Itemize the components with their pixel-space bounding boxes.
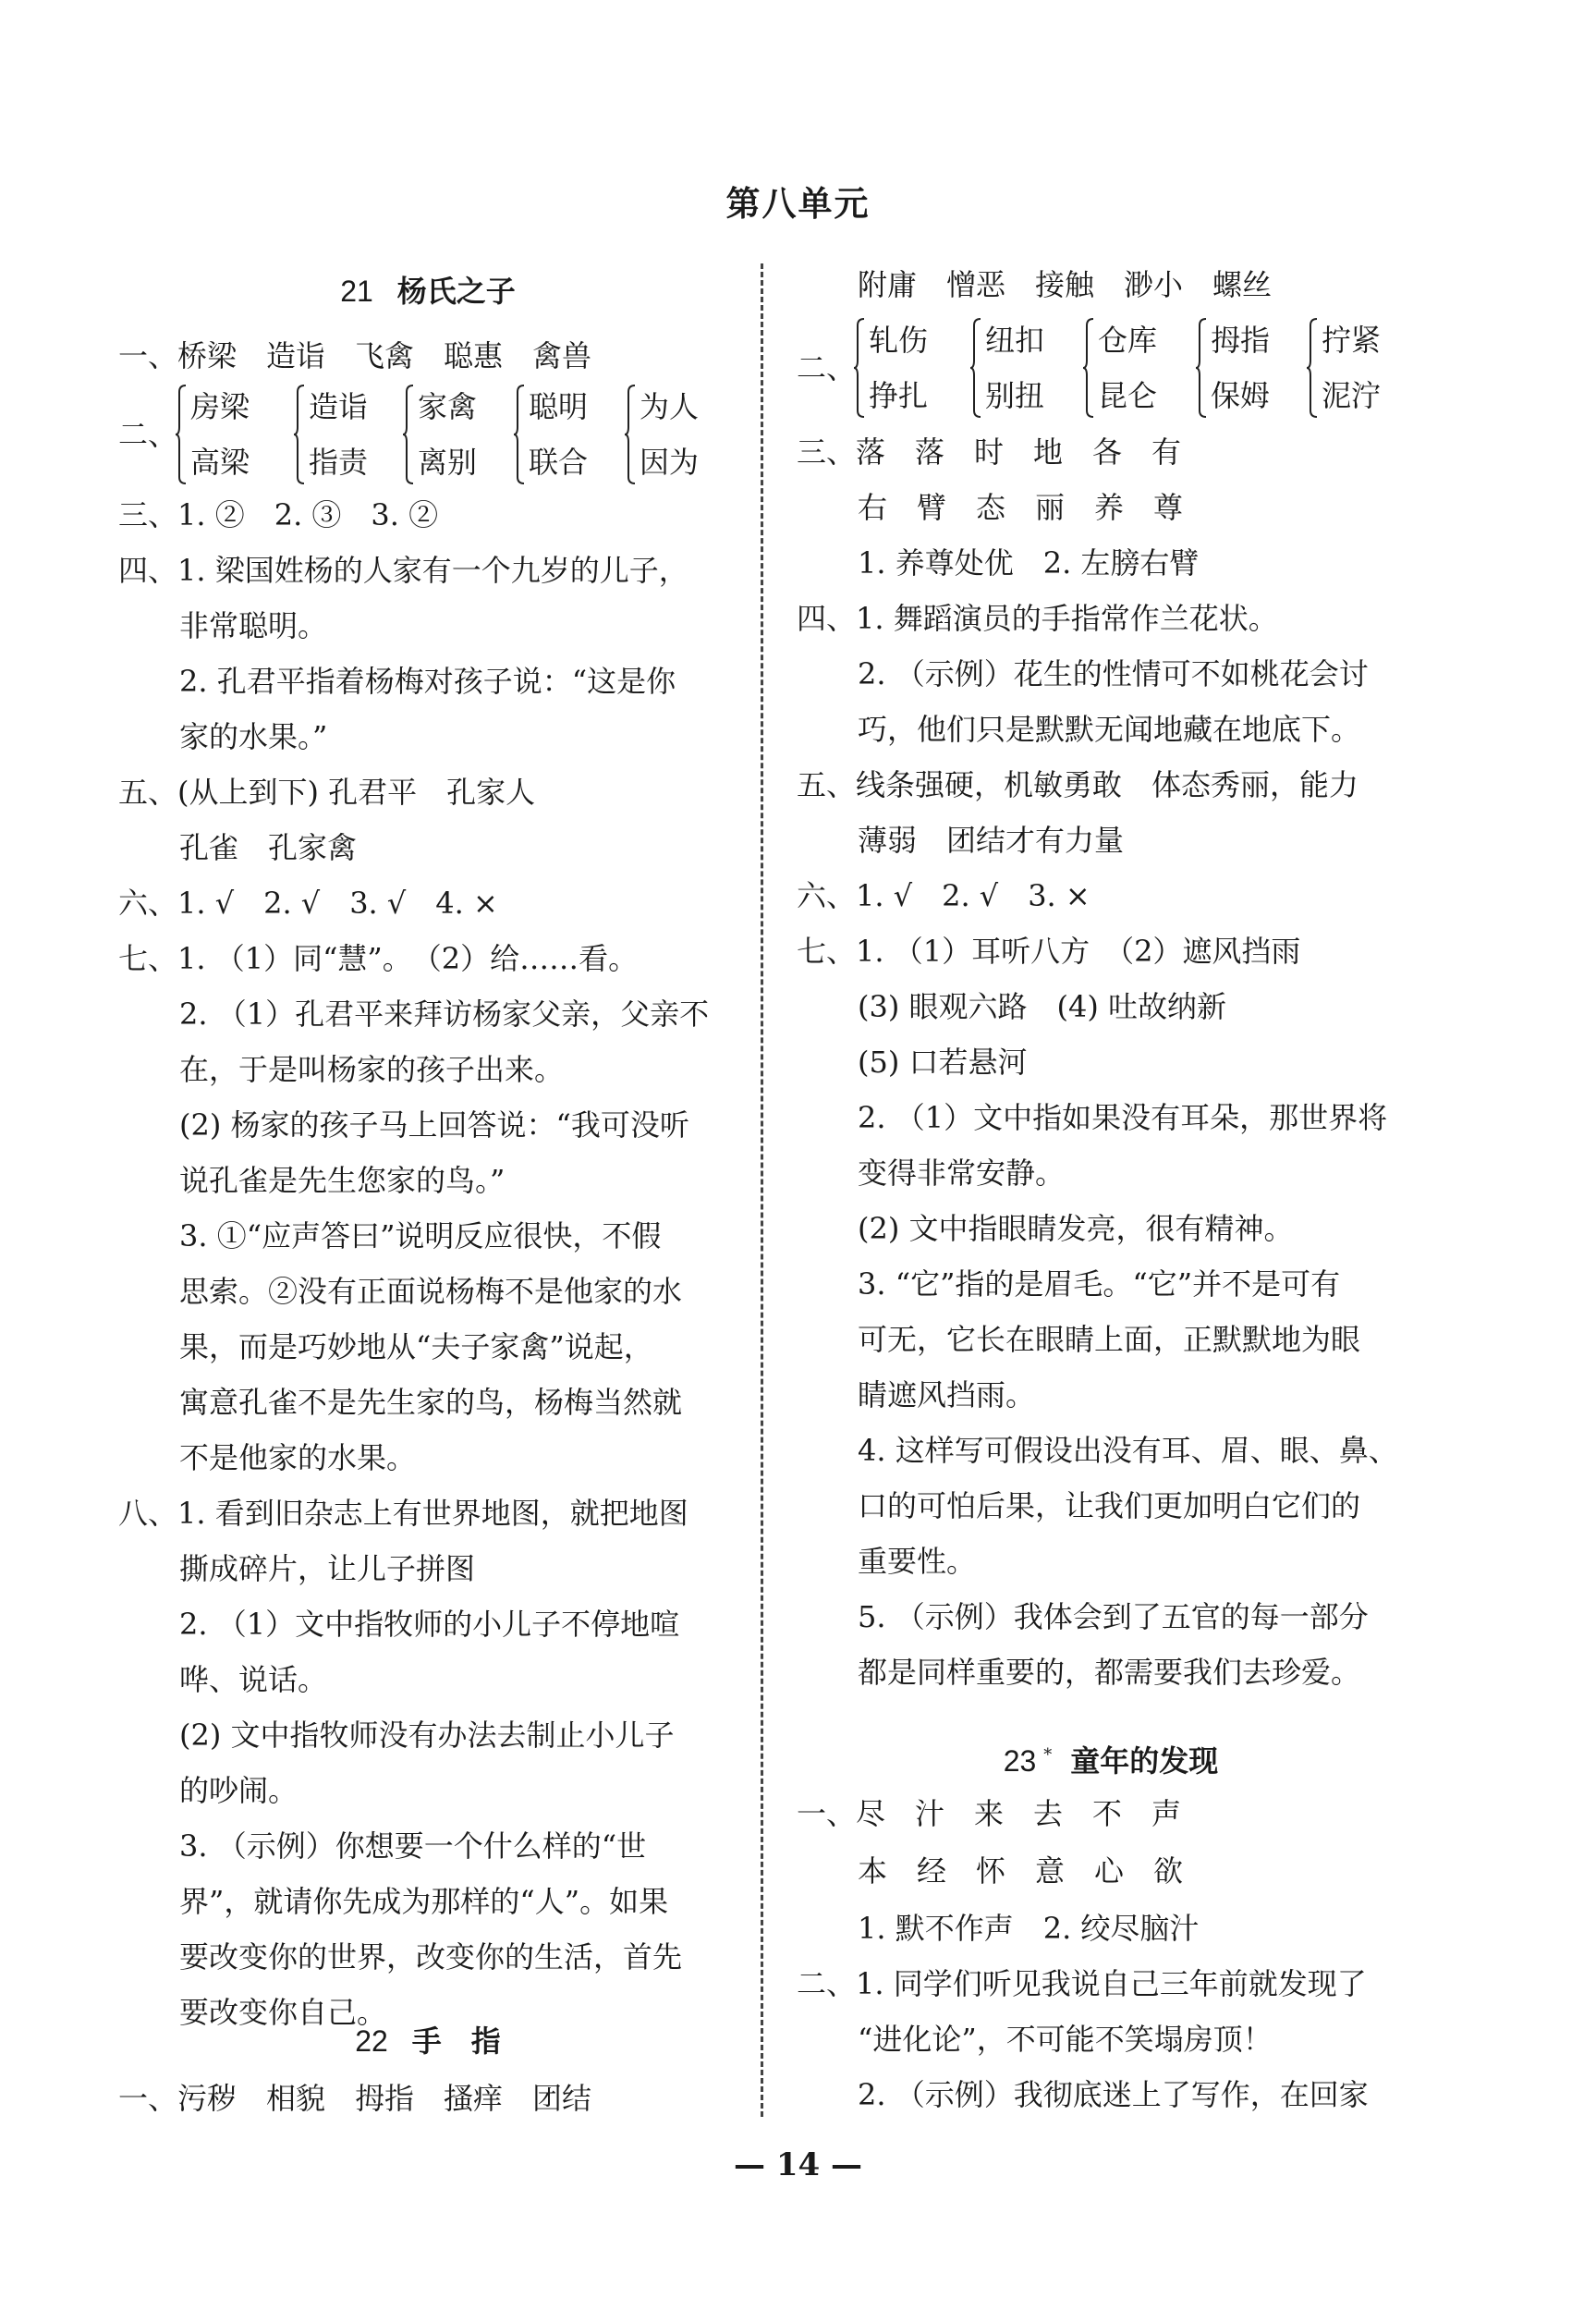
word-top: 造诣 <box>309 389 369 424</box>
answer-line: 四、1. 舞蹈演员的手指常作兰花状。 <box>797 601 1278 636</box>
answer-line: 5. （示例）我体会到了五官的每一部分 <box>858 1599 1369 1634</box>
lesson-title: 杨氏之子 <box>396 274 516 309</box>
word-group-row <box>118 379 737 490</box>
answer-line: 三、1. ② 2. ③ 3. ② <box>118 497 439 532</box>
answer-line: 变得非常安静。 <box>858 1155 1066 1191</box>
answer-line: 六、1. √ 2. √ 3. √ 4. × <box>118 886 498 921</box>
answer-line: 一、尽 汁 来 去 不 声 <box>797 1796 1182 1831</box>
unit-title: 第八单元 <box>725 183 871 224</box>
word-bottom: 指责 <box>309 445 369 480</box>
brace-icon <box>1307 318 1318 418</box>
answer-line: 界”，就请你先成为那样的“人”。如果 <box>179 1884 669 1919</box>
answer-line: 寓意孔雀不是先生家的鸟，杨梅当然就 <box>179 1385 683 1420</box>
brace-icon <box>294 385 305 484</box>
answer-line: 重要性。 <box>858 1544 977 1579</box>
answer-line: (2) 文中指眼睛发亮，很有精神。 <box>858 1211 1294 1246</box>
word-bottom: 挣扎 <box>869 378 929 413</box>
answer-line: 七、1. （1）同“慧”。 （2）给……看。 <box>118 941 639 976</box>
word-top: 仓库 <box>1098 323 1158 358</box>
answer-line: 2. （示例）花生的性情可不如桃花会讨 <box>858 656 1369 691</box>
answer-line: 三、落 落 时 地 各 有 <box>797 434 1182 470</box>
word-bottom: 离别 <box>418 445 478 480</box>
answer-line: 八、1. 看到旧杂志上有世界地图，就把地图 <box>118 1496 688 1531</box>
word-bottom: 泥泞 <box>1322 378 1382 413</box>
lesson-number: 21 <box>340 275 373 308</box>
answer-line: 可无，它长在眼睛上面，正默默地为眼 <box>858 1322 1361 1357</box>
answer-line: (5) 口若悬河 <box>858 1045 1028 1080</box>
answer-line: 五、线条强硬，机敏勇敢 体态秀丽，能力 <box>797 767 1359 802</box>
lesson-21-heading <box>118 263 737 319</box>
answer-line: 一、污秽 相貌 拇指 搔痒 团结 <box>118 2081 592 2116</box>
answer-line: (2) 杨家的孩子马上回答说：“我可没听 <box>179 1107 689 1143</box>
word-bottom: 保姆 <box>1211 378 1271 413</box>
answer-line: (3) 眼观六路 (4) 吐故纳新 <box>858 989 1227 1024</box>
question-label: 二、 <box>797 350 857 385</box>
brace-icon <box>1083 318 1094 418</box>
answer-line: 六、1. √ 2. √ 3. × <box>797 878 1090 913</box>
word-top: 轧伤 <box>869 323 929 358</box>
answer-line: 在，于是叫杨家的孩子出来。 <box>179 1052 565 1087</box>
column-divider <box>761 263 763 2117</box>
brace-icon <box>1196 318 1207 418</box>
answer-line: “进化论”，不可能不笑塌房顶！ <box>858 2022 1273 2057</box>
word-bottom: 别扭 <box>985 378 1045 413</box>
answer-line: 果，而是巧妙地从“夫子家禽”说起， <box>179 1329 653 1364</box>
answer-line: 非常聪明。 <box>179 608 328 643</box>
word-top: 聪明 <box>529 389 589 424</box>
answer-line: 不是他家的水果。 <box>179 1440 417 1475</box>
answer-line: 1. 养尊处优 2. 左膀右臂 <box>858 545 1200 581</box>
answer-line: (2) 文中指牧师没有办法去制止小儿子 <box>179 1718 675 1753</box>
brace-icon <box>625 385 636 484</box>
brace-icon <box>854 318 865 418</box>
word-top: 家禽 <box>418 389 478 424</box>
lesson-23-heading <box>797 1728 1425 1783</box>
answer-line: 2. 孔君平指着杨梅对孩子说：“这是你 <box>179 664 676 699</box>
answer-line: 撕成碎片，让儿子拼图 <box>179 1551 476 1586</box>
lesson-title: 手 指 <box>411 2023 501 2059</box>
answer-line: 说孔雀是先生您家的鸟。” <box>179 1163 506 1198</box>
answer-line: 右 臂 态 丽 养 尊 <box>858 490 1184 525</box>
answer-line: 本 经 怀 意 心 欲 <box>858 1853 1184 1889</box>
answer-line: 2. （1）文中指牧师的小儿子不停地喧 <box>179 1607 680 1642</box>
word-bottom: 昆仑 <box>1098 378 1158 413</box>
answer-line: 1. 默不作声 2. 绞尽脑汁 <box>858 1911 1200 1946</box>
answer-line: 思索。②没有正面说杨梅不是他家的水 <box>179 1274 683 1309</box>
word-top: 房梁 <box>190 389 250 424</box>
answer-line: 要改变你的世界，改变你的生活，首先 <box>179 1939 683 1975</box>
lesson-title: 童年的发现 <box>1070 1743 1219 1779</box>
answer-line: 的吵闹。 <box>179 1773 298 1808</box>
answer-line: 2. （示例）我彻底迷上了写作，在回家 <box>858 2077 1369 2112</box>
answer-line: 家的水果。” <box>179 719 328 754</box>
word-bottom: 联合 <box>529 445 589 480</box>
answer-line: 一、桥梁 造诣 飞禽 聪惠 禽兽 <box>118 338 592 373</box>
lesson-number: 22 <box>355 2024 388 2058</box>
lesson-number: 23 <box>1003 1744 1037 1778</box>
word-bottom: 高梁 <box>190 445 250 480</box>
answer-line: 要改变你自己。 <box>179 1995 387 2030</box>
brace-icon <box>514 385 525 484</box>
answer-line: 睛遮风挡雨。 <box>858 1377 1036 1412</box>
answer-line: 哗、说话。 <box>179 1662 328 1697</box>
word-top: 纽扣 <box>985 323 1045 358</box>
answer-line: 七、1. （1）耳听八方 （2）遮风挡雨 <box>797 934 1301 969</box>
brace-icon <box>970 318 981 418</box>
answer-line: 附庸 憎恶 接触 渺小 螺丝 <box>858 267 1273 302</box>
page-number: — 14 — <box>734 2146 862 2183</box>
answer-line: 薄弱 团结才有力量 <box>858 823 1125 858</box>
word-top: 为人 <box>640 389 700 424</box>
answer-line: 口的可怕后果，让我们更加明白它们的 <box>858 1488 1361 1523</box>
word-group-row <box>797 312 1425 423</box>
answer-line: 巧，他们只是默默无闻地藏在地底下。 <box>858 712 1361 747</box>
answer-line: 都是同样重要的，都需要我们去珍爱。 <box>858 1655 1361 1690</box>
answer-line: 二、1. 同学们听见我说自己三年前就发现了 <box>797 1966 1367 2001</box>
word-bottom: 因为 <box>640 445 700 480</box>
word-top: 拧紧 <box>1322 323 1382 358</box>
word-top: 拇指 <box>1211 323 1271 358</box>
answer-line: 3. （示例）你想要一个什么样的“世 <box>179 1828 647 1864</box>
answer-line: 3. “它”指的是眉毛。“它”并不是可有 <box>858 1266 1341 1302</box>
answer-line: 2. （1）孔君平来拜访杨家父亲，父亲不 <box>179 996 710 1032</box>
answer-line: 五、(从上到下) 孔君平 孔家人 <box>118 775 536 810</box>
answer-line: 3. ①“应声答曰”说明反应很快，不假 <box>179 1218 662 1253</box>
answer-line: 四、1. 梁国姓杨的人家有一个九岁的儿子， <box>118 553 688 588</box>
brace-icon <box>176 385 187 484</box>
answer-line: 2. （1）文中指如果没有耳朵，那世界将 <box>858 1100 1388 1135</box>
question-label: 二、 <box>118 417 178 452</box>
answer-line: 孔雀 孔家禽 <box>179 830 358 865</box>
optional-lesson-mark: * <box>1043 1745 1053 1765</box>
lesson-22-heading <box>118 2013 737 2069</box>
brace-icon <box>403 385 414 484</box>
answer-line: 4. 这样写可假设出没有耳、眉、眼、鼻、 <box>858 1433 1398 1468</box>
